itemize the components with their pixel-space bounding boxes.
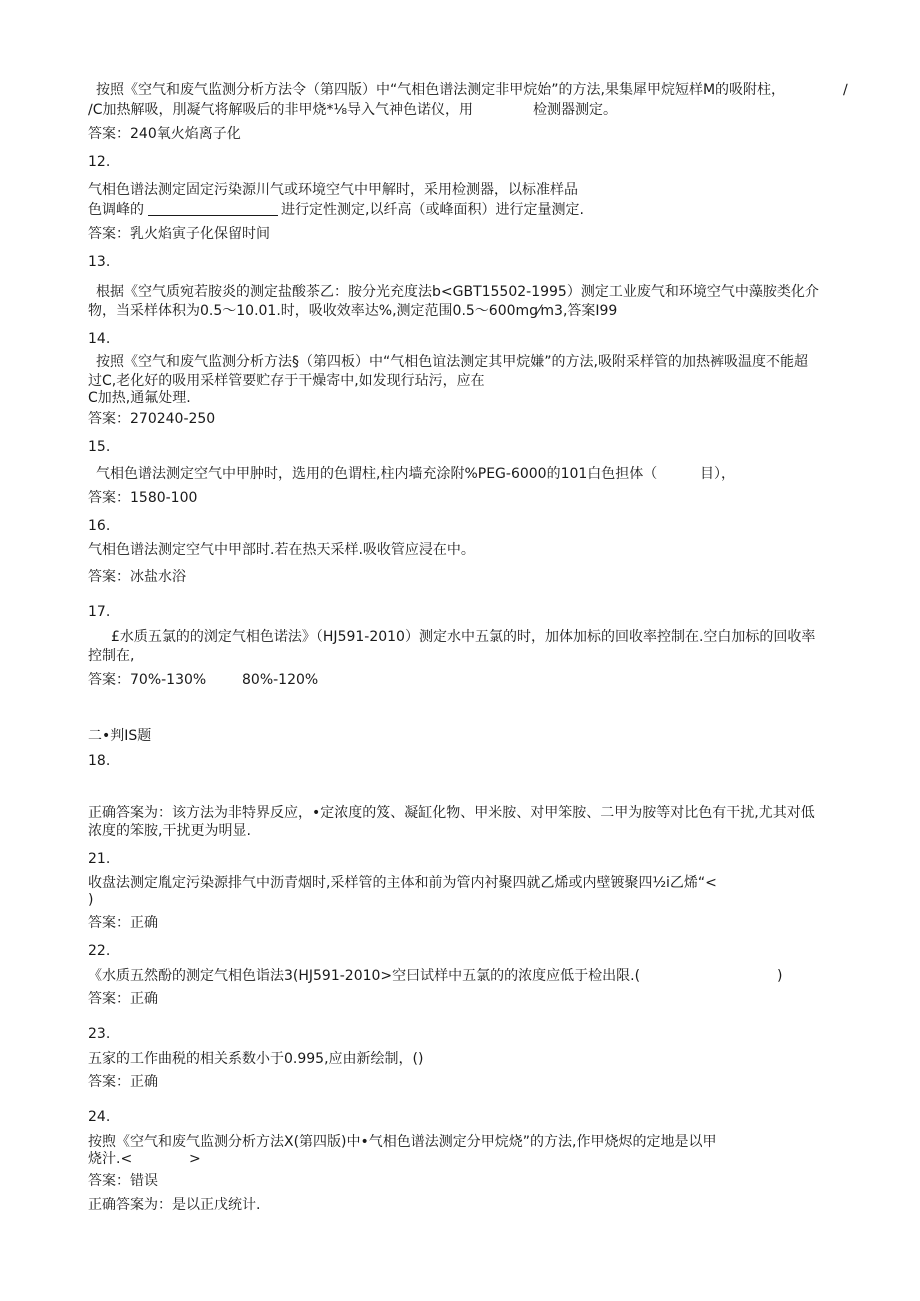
q12-line2-pre: 色调峰的 [88,202,144,218]
q12-line1: 气相色谱法测定固定污染源川气或环境空气中甲解时，采用检测器，以标准样品 [88,182,578,198]
q12-line2-post: 进行定性测定,以纤高（或峰面积）进行定量测定. [281,202,584,218]
q15-line1: 气相色谱法测定空气中甲肿时，选用的色谓柱,柱内墙充涂附%PEG-6000的101白色担体（ [96,466,658,482]
q23-line1: 五家的工作曲税的相关系数小于0.995,应由新绘制，() [88,1051,424,1067]
q24-line1: 按煦《空气和废气监测分析方法X(第四版)中•气相色谱法测定分甲烷烧”的方法,作甲烧烬的定地是以甲 [88,1134,717,1150]
q15-number: 15. [88,439,111,455]
q22-number: 22. [88,943,111,959]
q12-answer: 答案：乳火焰寅子化保留时间 [88,226,270,242]
q22-line1: 《水质五然酚的测定气相色诣法3(HJ591-2010>空曰试样中五氯的的浓度应低于检出限.( [88,968,641,984]
q11-line1: 按照《空气和废气监测分析方法令（第四版）中“气相色谱法测定非甲烷始”的方法,果集犀甲烷短样M的吸附柱， [96,82,786,98]
q14-line3: C加热,通氟处理. [88,390,191,406]
q21-line2: ) [88,892,94,908]
q12-number: 12. [88,154,111,170]
q17-line1: £水质五氯的的浏定气相色诺法》（HJ591-2010）测定水中五氯的时，加体加标的回收率控制在.空白加标的回收率 [111,629,816,645]
q12-blank [148,201,278,221]
q21-number: 21. [88,851,111,867]
q18-line2: 浓度的笨胺,干扰更为明显. [88,823,251,839]
q17-line2: 控制在, [88,648,135,664]
q24-line2-tail: > [189,1151,201,1167]
q16-answer: 答案：冰盐水浴 [88,569,186,585]
q21-answer: 答案：正确 [88,915,158,931]
q15-answer: 答案：1580-100 [88,490,198,506]
q21-line1: 收盘法测定胤定污染源排气中沥青烟时,采样管的主体和前为管内衬聚四就乙烯或内壁镀聚四½i乙烯“< [88,875,717,891]
q22-answer: 答案：正确 [88,991,158,1007]
q22-line1-tail: ) [777,968,783,984]
q18-number: 18. [88,753,111,769]
q14-number: 14. [88,331,111,347]
q11-line2: ∕C加热解吸，刖凝气将解吸后的非甲烧*⅛导入气神色诺仪，用 [88,102,474,118]
q13-line2: 物，当采样体积为0.5～10.01.时，吸收效率达%,测定范围0.5～600mg⁄m3,答案I99 [88,303,618,319]
q11-line2-tail: 检测器测定。 [533,102,617,118]
q17-number: 17. [88,604,111,620]
q18-line1: 正确答案为：该方法为非特界反应，•定浓度的笈、凝缸化物、甲米胺、对甲笨胺、二甲为胺等对比色有干扰,尤其对低 [88,805,815,821]
q16-line1: 气相色谱法测定空气中甲部时.若在热天采样.吸收管应浸在中。 [88,542,475,558]
q13-number: 13. [88,254,111,270]
q14-line2: 过C,老化好的吸用采样管要贮存于干燥寄中,如发现行玷污，应在 [88,373,485,389]
q13-line1: 根据《空气质宛若胺炎的测定盐酸茶乙：胺分光充度法b<GBT15502-1995）测定工业废气和环境空气中藻胺类化介 [96,284,819,300]
q14-line1: 按照《空气和废气监测分析方法§（第四板）中“气相色谊法测定其甲烷嫌”的方法,吸附采样管的加热裤吸温度不能超 [96,354,808,370]
q11-line1-tail: ∕ [843,82,848,98]
q23-number: 23. [88,1026,111,1042]
q24-answer: 答案：错误 [88,1173,158,1189]
q24-correct-answer: 正确答案为：是以正戊统计. [88,1197,261,1213]
q16-number: 16. [88,518,111,534]
q24-number: 24. [88,1109,111,1125]
q14-answer: 答案：270240-250 [88,411,216,427]
q11-answer: 答案：240氧火焰离子化 [88,126,241,142]
q23-answer: 答案：正确 [88,1074,158,1090]
q17-answer-a: 答案：70%-130% [88,672,207,688]
q15-line1-tail: 目）， [700,466,735,482]
q17-answer-b: 80%-120% [242,672,319,688]
q24-line2: 烧汁.< [88,1151,133,1167]
section-title-judgment: 二•判IS题 [88,728,152,744]
